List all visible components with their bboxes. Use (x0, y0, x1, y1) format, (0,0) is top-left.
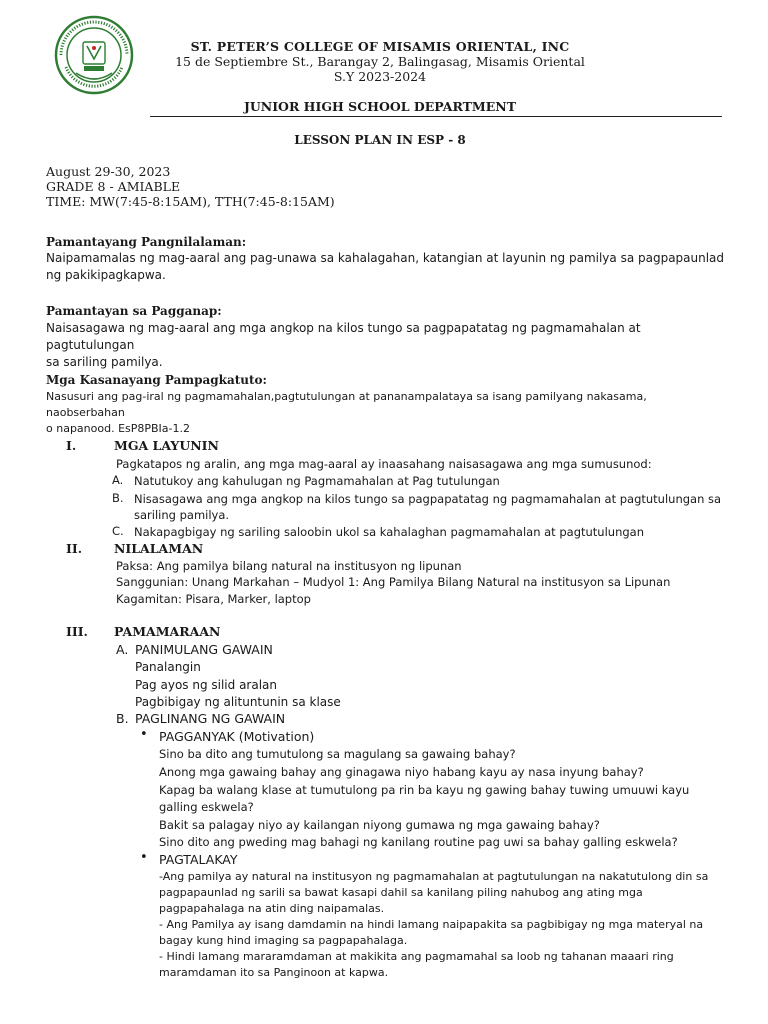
lesson-time: TIME: MW(7:45-8:15AM), TTH(7:45-8:15AM) (46, 194, 335, 209)
header-divider (150, 116, 722, 117)
objective-item-b: Nisasagawa ang mga angkop na kilos tungo sa pagpapatatag ng pagmamahalan at pagtutulungan sa (134, 492, 722, 506)
discussion-text: pagpapaunlad ng sarili sa bawat kasapi dahil sa kanilang piling nahubog ang ating mga (159, 886, 643, 899)
motivation-title: PAGGANYAK (Motivation) (159, 729, 315, 744)
bullet-icon: • (140, 850, 148, 865)
school-year: S.Y 2023-2024 (333, 69, 427, 84)
text-line: Naipamamalas ng mag-aaral ang pag-unawa sa kahalagahan, katangian at layunin ng pamilya sa pagpapaunlad (46, 251, 725, 265)
motivation-question: Sino dito ang pweding mag bahagi ng kanilang routine pag uwi sa bahay galling eskwela? (159, 835, 678, 849)
objective-item-b-cont: sariling pamilya. (134, 508, 230, 522)
section-numeral: I. (66, 438, 77, 453)
learning-competency-text (46, 389, 726, 437)
prayer-item: Panalangin (135, 660, 201, 674)
item-letter: A. (116, 642, 129, 657)
content-reference: Sanggunian: Unang Markahan – Mudyol 1: Ang Pamilya Bilang Natural na institusyon sa Lipunan (116, 575, 671, 589)
procedure-title: PAMAMARAAN (114, 624, 221, 639)
classroom-arrangement-item: Pag ayos ng silid aralan (135, 678, 278, 692)
content-materials: Kagamitan: Pisara, Marker, laptop (116, 592, 311, 606)
motivation-question: Anong mga gawaing bahay ang ginagawa niyo habang kayu ay nasa inyung bahay? (159, 765, 644, 779)
section-numeral: II. (66, 541, 83, 556)
school-seal-logo (54, 15, 134, 95)
content-title: NILALAMAN (114, 541, 204, 556)
discussion-text: - Ang Pamilya ay isang damdamin na hindi lamang naipapakita sa pagbibigay ng mga materyal na (159, 918, 704, 931)
discussion-text: pagpapahalaga na atin ding naipamalas. (159, 902, 385, 915)
text-line: Naisasagawa ng mag-aaral ang mga angkop na kilos tungo sa pagpapatatag ng pagmamahalan at pagtutulungan (46, 321, 641, 352)
item-letter: B. (112, 491, 124, 505)
objective-item-a: Natutukoy ang kahulugan ng Pagmamahalan at Pag tutulungan (134, 474, 500, 488)
school-name: ST. PETER’S COLLEGE OF MISAMIS ORIENTAL, INC (190, 39, 570, 54)
discussion-text: - Hindi lamang mararamdaman at makikita ang pagmamahal sa loob ng tahanan maaari ring (159, 950, 674, 963)
item-letter: A. (112, 473, 124, 487)
motivation-question: Bakit sa palagay niyo ay kailangan niyong gumawa ng mga gawaing bahay? (159, 818, 600, 832)
motivation-question-cont: galling eskwela? (159, 800, 254, 814)
text-line: sa sariling pamilya. (46, 355, 163, 369)
text-line: o napanood. EsP8PBIa-1.2 (46, 422, 191, 435)
lesson-plan-title: LESSON PLAN IN ESP - 8 (294, 133, 466, 147)
department-title: JUNIOR HIGH SCHOOL DEPARTMENT (243, 99, 517, 114)
performance-standard-text (46, 320, 726, 371)
content-topic: Paksa: Ang pamilya bilang natural na institusyon ng lipunan (116, 559, 462, 573)
objective-item-c: Nakapagbigay ng sariling saloobin ukol sa kahalaghan pagmamahalan at pagtutulungan (134, 525, 644, 539)
motivation-question: Sino ba dito ang tumutulong sa magulang sa gawaing bahay? (159, 747, 516, 761)
preliminary-activities-title: PANIMULANG GAWAIN (135, 642, 273, 657)
section-numeral: III. (66, 624, 88, 639)
text-line: Nasusuri ang pag-iral ng pagmamahalan,pagtutulungan at pananampalataya sa isang pamilyang nakasama, naobserbahan (46, 390, 647, 419)
class-rules-item: Pagbibigay ng alituntunin sa klase (135, 695, 341, 709)
discussion-title: PAGTALAKAY (159, 852, 238, 867)
objectives-title: MGA LAYUNIN (114, 438, 219, 453)
motivation-question: Kapag ba walang klase at tumutulong pa rin ba kayu ng gawing bahay tuwing umuuwi kayu (159, 783, 690, 797)
school-address: 15 de Septiembre St., Barangay 2, Balingasag, Misamis Oriental (175, 54, 585, 69)
item-letter: B. (116, 711, 129, 726)
content-standard-heading: Pamantayang Pangnilalaman: (46, 235, 247, 249)
discussion-text: maramdaman ito sa Panginoon at kapwa. (159, 966, 389, 979)
discussion-text: bagay kung hind imaging sa pagpapahalaga. (159, 934, 408, 947)
content-standard-text (46, 250, 726, 284)
discussion-text: -Ang pamilya ay natural na institusyon ng pagmamahalan at pagtutulungan na nakatutulong din sa (159, 870, 709, 883)
performance-standard-heading: Pamantayan sa Pagganap: (46, 304, 222, 318)
objectives-intro: Pagkatapos ng aralin, ang mga mag-aaral ay inaasahang naisasagawa ang mga sumusunod: (116, 457, 652, 471)
bullet-icon: • (140, 727, 148, 742)
lesson-date: August 29-30, 2023 (46, 164, 171, 179)
developmental-activities-title: PAGLINANG NG GAWAIN (135, 711, 286, 726)
item-letter: C. (112, 524, 124, 538)
text-line: ng pakikipagkapwa. (46, 268, 166, 282)
learning-competency-heading: Mga Kasanayang Pampagkatuto: (46, 373, 267, 387)
lesson-grade: GRADE 8 - AMIABLE (46, 179, 181, 194)
